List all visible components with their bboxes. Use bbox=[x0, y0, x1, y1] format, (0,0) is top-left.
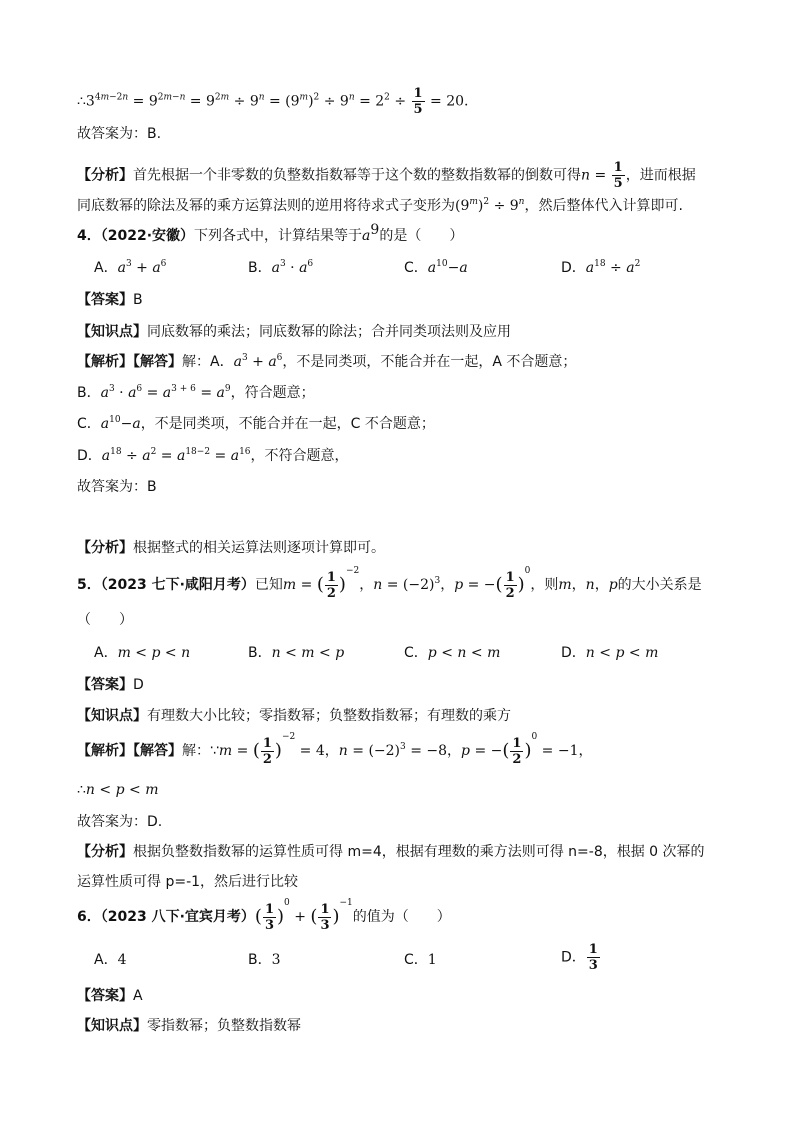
q5-solution: 【解析】【解答】解：∵m = ( $\frac{1}{2}$ )$^{-2}$ = 4，$n = (-2)^3 = -8$，p = −( $\frac{1}{2}$ )$^0$ = −1， bbox=[77, 732, 593, 767]
q4-knowledge-points: 【知识点】同底数幂的乘法；同底数幂的除法；合并同类项法则及应用 bbox=[77, 324, 511, 340]
q6-stem: 6．（2023 八下·宜宾月考）( $\frac{1}{3}$ )$^0$ + ( $\frac{1}{3}$ )$^{-1}$的值为（ ） bbox=[77, 898, 451, 933]
q5-option-b[interactable]: B．n < m < p bbox=[248, 645, 345, 661]
q4-option-a[interactable]: A．$a^3 + a^6$ bbox=[94, 259, 167, 276]
q4-stem: 4．（2022·安徽）下列各式中，计算结果等于$a^9$的是（ ） bbox=[77, 222, 464, 244]
q3-analysis-line-1: 【分析】首先根据一个非零数的负整数指数幂等于这个数的整数指数幂的倒数可得n = $\frac{1}{5}$ ，进而根据 bbox=[77, 160, 696, 191]
q4-conclusion: 故答案为：B bbox=[77, 479, 157, 495]
q6-knowledge-points: 【知识点】零指数幂；负整数指数幂 bbox=[77, 1018, 301, 1034]
q4-analysis: 【分析】根据整式的相关运算法则逐项计算即可。 bbox=[77, 540, 385, 556]
q5-option-a[interactable]: A．m < p < n bbox=[94, 645, 191, 661]
q3-analysis-line-2: 同底数幂的除法及幂的乘方运算法则的逆用将待求式子变形为$(9^m)^2 \div 9^n$，然后整体代入计算即可. bbox=[77, 197, 683, 214]
analysis-tag: 【分析】 bbox=[77, 167, 133, 184]
q5-conclusion: 故答案为：D. bbox=[77, 814, 163, 830]
q5-option-c[interactable]: C．p < n < m bbox=[404, 645, 501, 661]
q4-solution-c: C．$a^{10}-a$，不是同类项，不能合并在一起，C 不合题意； bbox=[77, 415, 435, 432]
q5-option-d[interactable]: D．n < p < m bbox=[561, 645, 659, 661]
q6-option-a[interactable]: A．4 bbox=[94, 952, 127, 968]
q4-answer: 【答案】B bbox=[77, 292, 143, 308]
q5-answer: 【答案】D bbox=[77, 677, 144, 693]
q6-answer: 【答案】A bbox=[77, 988, 143, 1004]
q4-option-d[interactable]: D．$a^{18} \div a^2$ bbox=[561, 259, 641, 276]
q4-solution-d: D．$a^{18} \div a^2 = a^{18-2} = a^{16}$，不符合题意， bbox=[77, 447, 349, 464]
q6-option-c[interactable]: C．1 bbox=[404, 952, 437, 968]
q3-answer-line: 故答案为：B. bbox=[77, 126, 162, 142]
q5-stem: 5．（2023 七下·咸阳月考）已知m = ( $\frac{1}{2}$ )$^{-2}$，$n = (-2)^3$，p = −( $\frac{1}{2}$ )$^0$，则m，n，p的大小关系是 bbox=[77, 566, 702, 601]
q4-solution-a: 【解析】【解答】解：A．$a^3 + a^6$，不是同类项，不能合并在一起，A 不合题意； bbox=[77, 353, 577, 370]
q6-option-b[interactable]: B．3 bbox=[248, 952, 281, 968]
q5-analysis-line-2: 运算性质可得 p=-1，然后进行比较 bbox=[77, 874, 299, 890]
q4-option-b[interactable]: B．$a^3 \cdot a^6$ bbox=[248, 259, 314, 276]
q5-knowledge-points: 【知识点】有理数大小比较；零指数幂；负整数指数幂；有理数的乘方 bbox=[77, 708, 511, 724]
q4-solution-b: B．$a^3 \cdot a^6 = a^{3 + 6} = a^9$，符合题意； bbox=[77, 384, 315, 401]
q5-analysis-line-1: 【分析】根据负整数指数幂的运算性质可得 m=4，根据有理数的乘方法则可得 n=-8，根据 0 次幂的 bbox=[77, 844, 705, 860]
q4-option-c[interactable]: C．$a^{10}-a$ bbox=[404, 259, 468, 276]
q3-math-line: $\therefore 3^{4m-2n} = 9^{2m-n} = 9^{2m} \div 9^n = (9^m)^2 \div 9^n = 2^2$ ÷ $\frac{1}{5}$ = 20. bbox=[77, 86, 469, 117]
q6-option-d[interactable]: D． $\frac{1}{3}$ bbox=[561, 942, 598, 973]
q5-conclusion-math: ∴n < p < m bbox=[77, 782, 159, 798]
q5-blank: （ ） bbox=[77, 612, 133, 628]
